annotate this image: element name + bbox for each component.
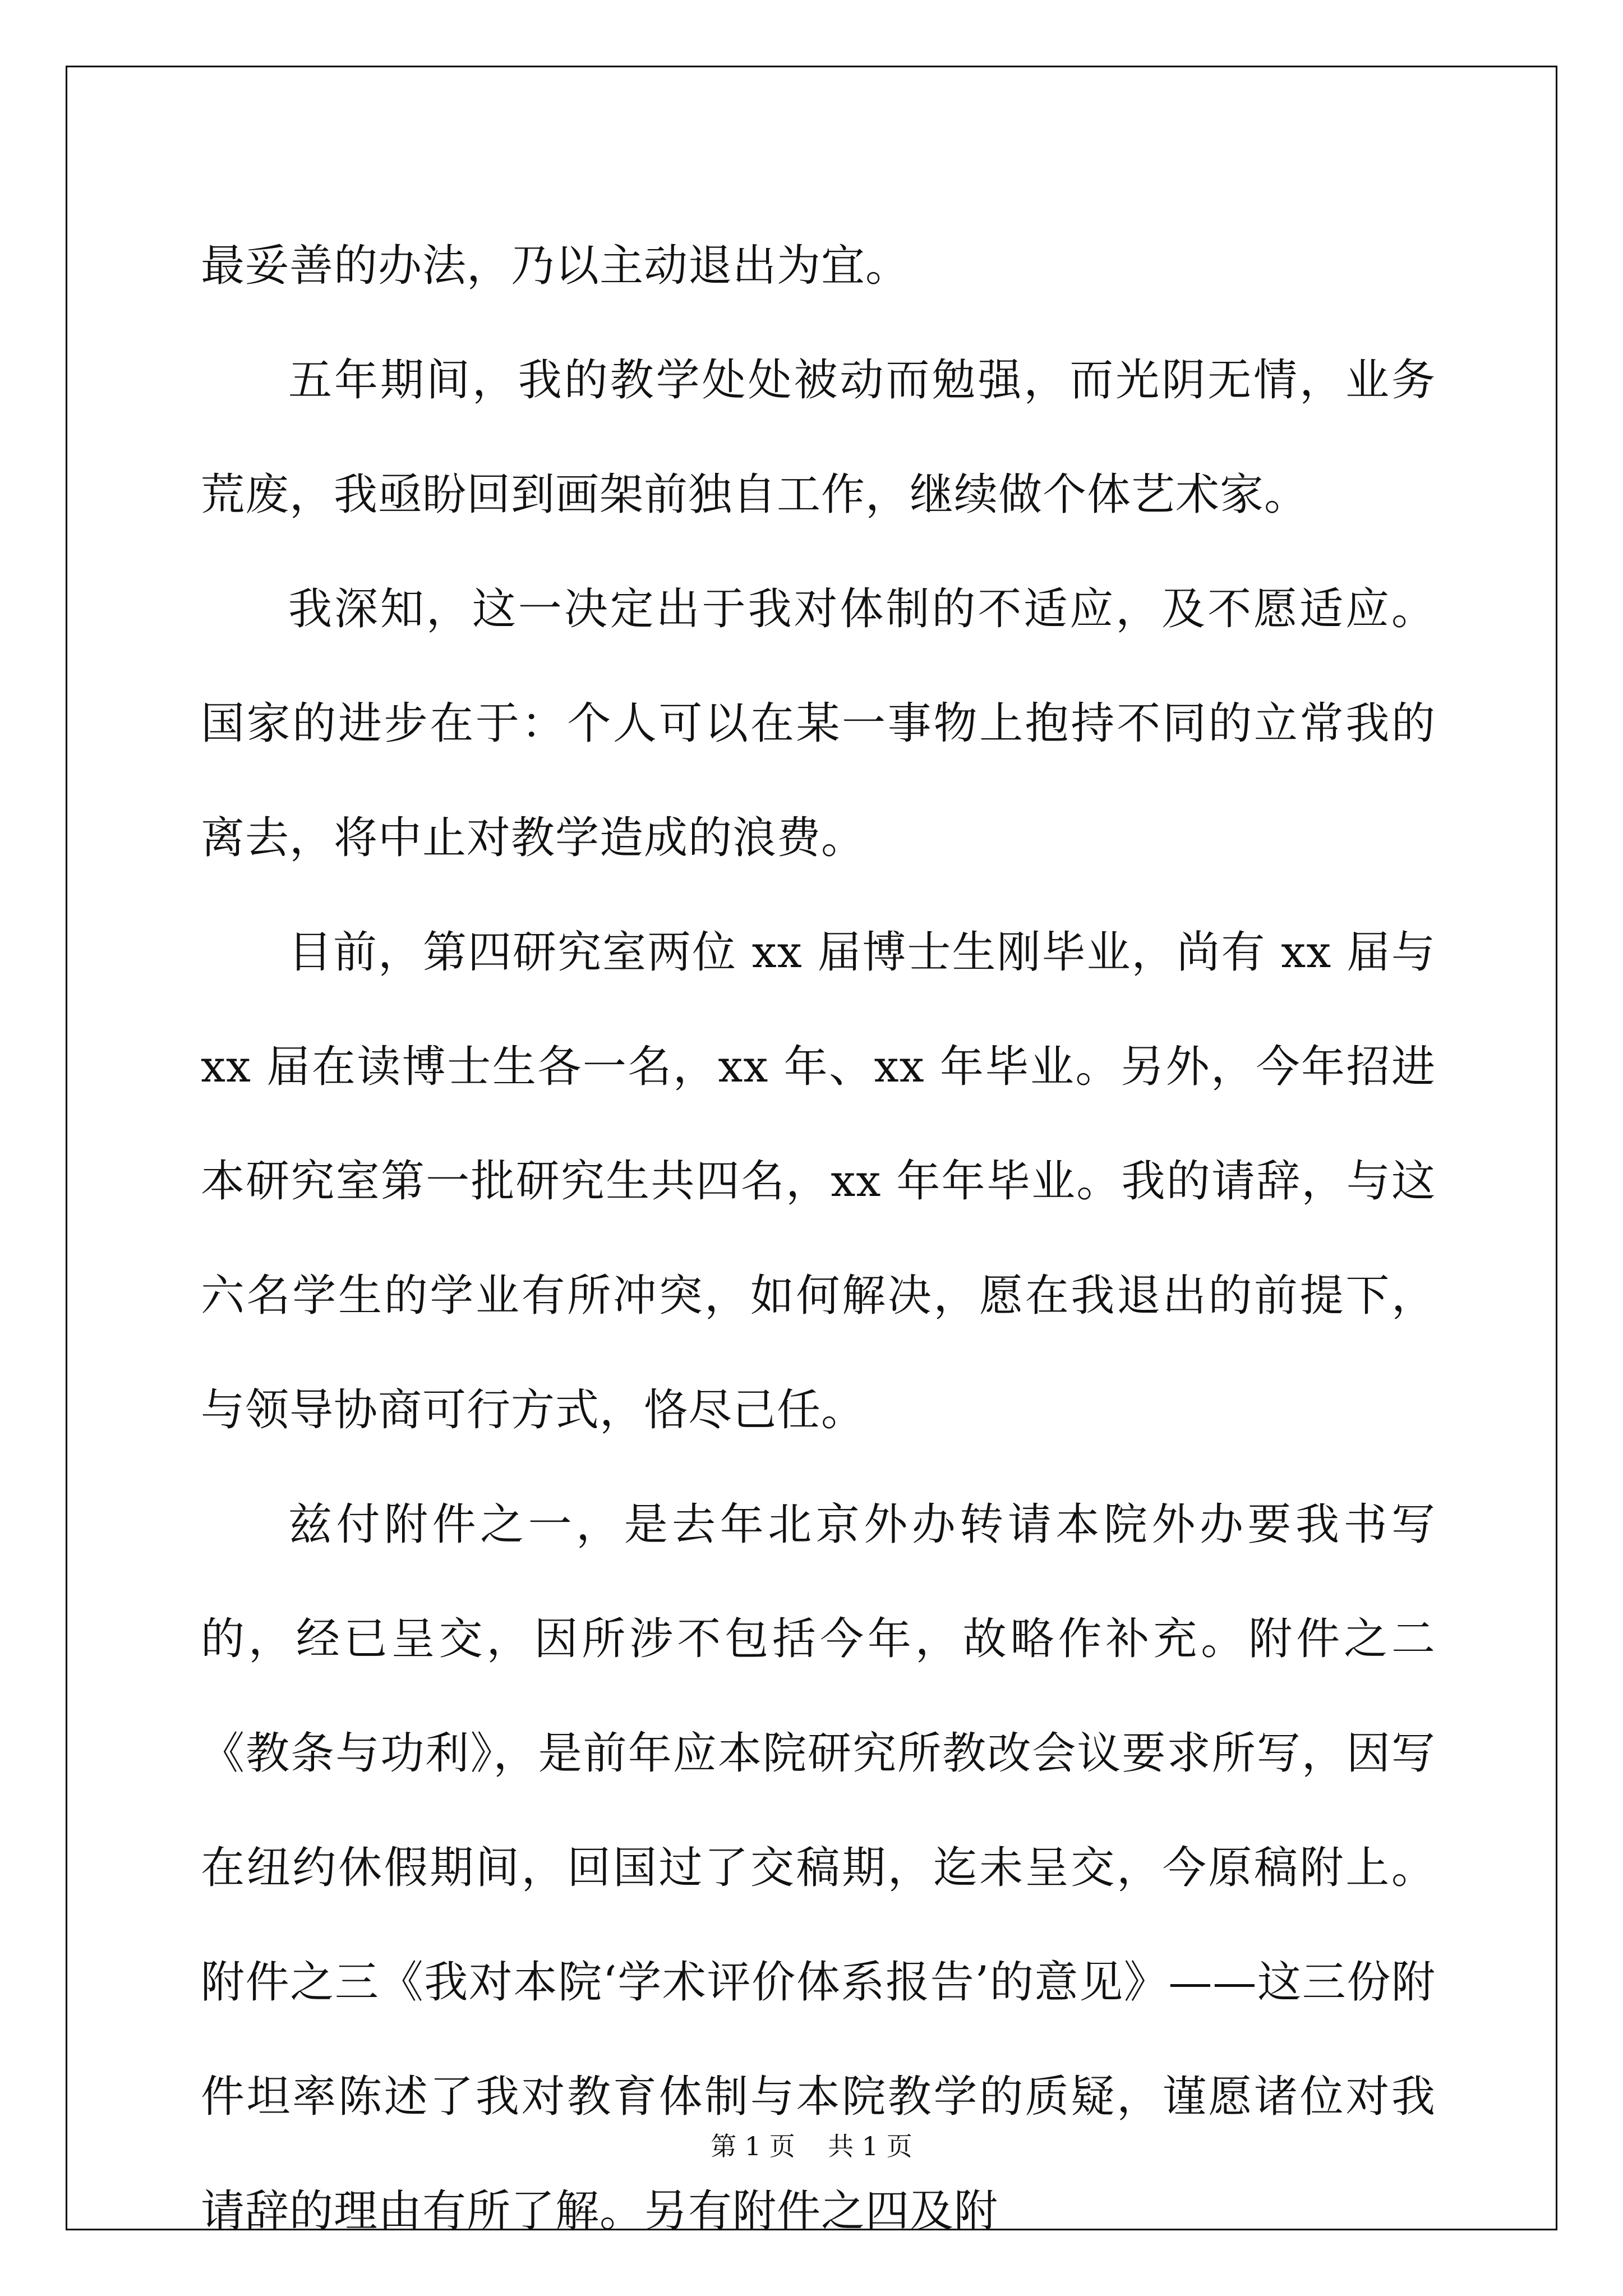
paragraph-1: 最妥善的办法，乃以主动退出为宜。 — [201, 241, 910, 291]
paragraph-5: 兹付附件之一，是去年北京外办转请本院外办要我书写的，经已呈交，因所涉不包括今年，故略作补充。附件之二《教条与功利》，是前年应本院研究所教改会议要求所写，因写在纽约休假期间，回国过了交稿期，迄未呈交，今原稿附上。附件之三《我对本院‘学术评价体系报告’的意见》——这三份附件坦率陈述了我对教育体制与本院教学的质疑，谨愿诸位对我请辞的理由有所了解。另有附件之四及附 — [201, 1499, 1436, 2237]
paragraph-4: 目前，第四研究室两位 xx 届博士生刚毕业，尚有 xx 届与 xx 届在读博士生各一名，xx 年、xx 年毕业。另外，今年招进本研究室第一批研究生共四名，xx 年年毕业。我的请辞，与这六名学生的学业有所冲突，如何解决，愿在我退出的前提下，与领导协商可行方式，恪尽己任。 — [201, 927, 1436, 1435]
paragraph-2: 五年期间，我的教学处处被动而勉强，而光阴无情，业务荒废，我亟盼回到画架前独自工作，继续做个体艺术家。 — [201, 355, 1436, 520]
paragraph-3: 我深知，这一决定出于我对体制的不适应，及不愿适应。国家的进步在于：个人可以在某一事物上抱持不同的立常我的离去，将中止对教学造成的浪费。 — [201, 584, 1436, 863]
document-body — [201, 209, 1436, 2269]
page-number-footer: 第 1 页 共 1 页 — [711, 2131, 912, 2161]
